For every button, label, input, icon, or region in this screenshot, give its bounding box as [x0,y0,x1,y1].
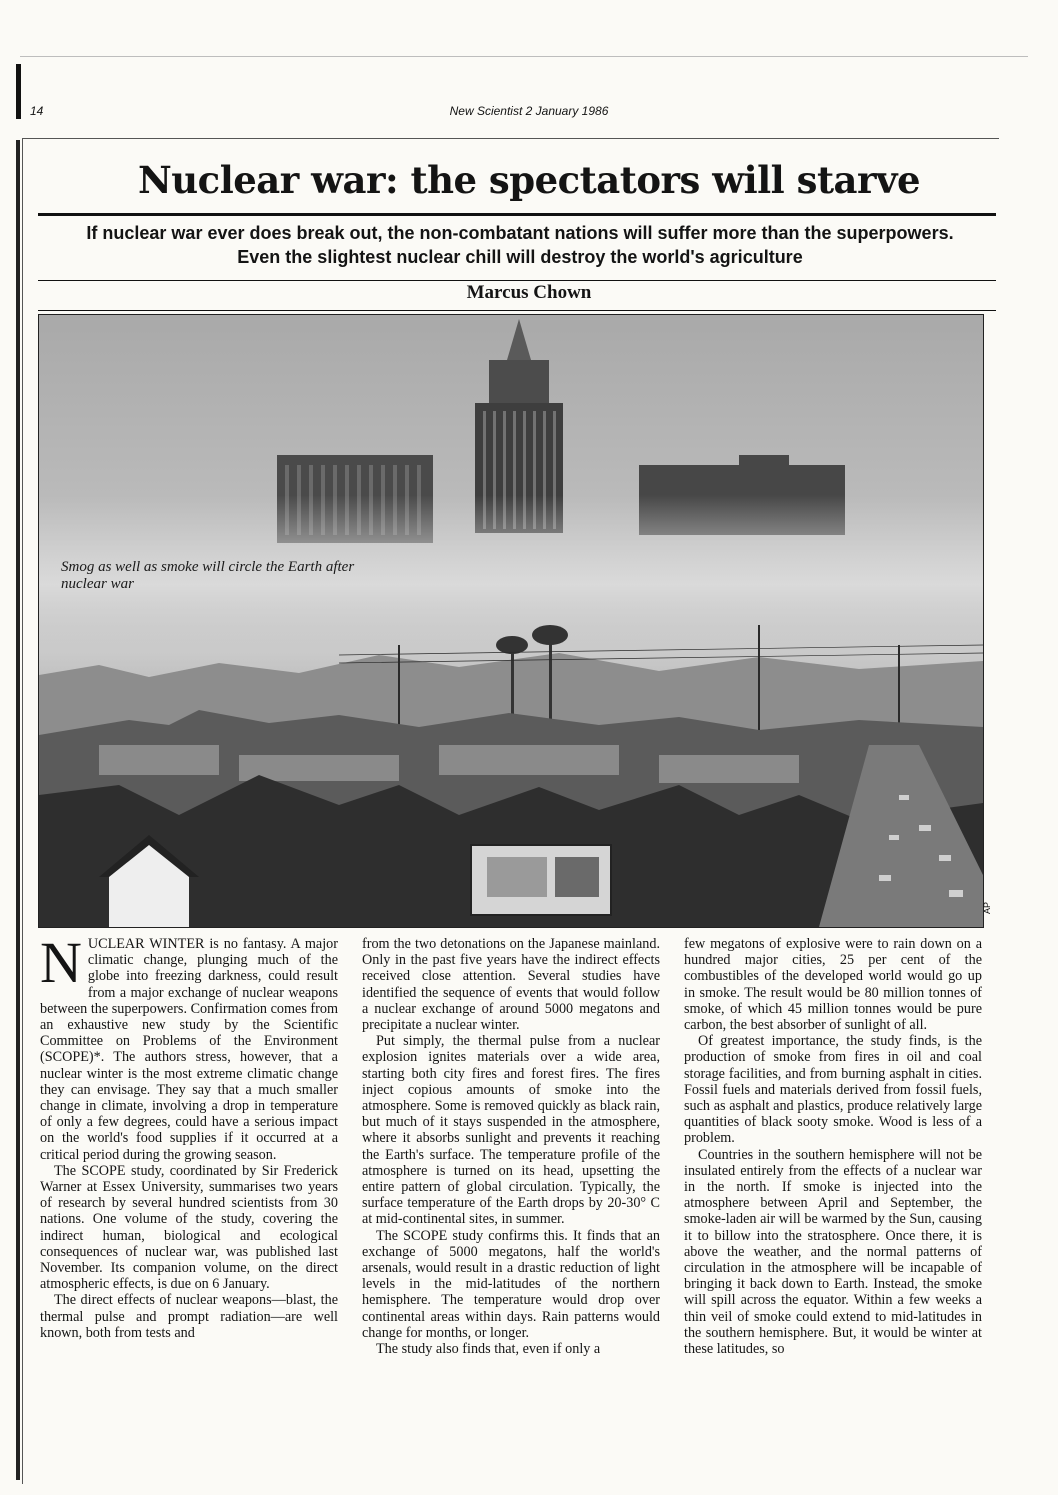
byline-rule-top [38,280,996,281]
page-number: 14 [30,104,44,118]
body-paragraph: The SCOPE study confirms this. It finds that an exchange of 5000 megatons, half the world's arsenals, would result in a drastic reduction of light levels in the mid-latitudes of the northern hemisphere. The temperature would drop over continental areas within days. Rain patterns would change for months, or longer. [362,1227,660,1341]
body-paragraph: Put simply, the thermal pulse from a nuclear explosion ignites materials over a wide area, starting both city fires and forest fires. The fires inject copious amounts of smoke into the atmosphere. Some is removed quickly as black rain, but much of it stays suspended in the atmosphere, where it absorbs sunlight and prevents it reaching the Earth's surface. The temperature profile of the atmosphere is turned on its head, upsetting the entire pattern of global circulation. Typically, the surface temperature of the Earth drops by 20-30° C at mid-continental sites, in summer. [362,1033,660,1228]
left-margin-bar-lower [16,140,20,1480]
body-paragraph: few megatons of explosive were to rain down on a hundred major cities, 25 per cent of the combustibles of the developed world would go up in smoke. The result would be 80 million tonnes of smoke, of which 45 million tonnes would be pure carbon, the best absorber of sunlight of all. [684,936,982,1034]
article-body [40,930,1020,1456]
standfirst: If nuclear war ever does break out, the non-combatant nations will suffer more than the superpowers. Even the slightest nuclear chill will destroy the world's agriculture [86,223,954,267]
body-paragraph: The SCOPE study, coordinated by Sir Frederick Warner at Essex University, summarises two years of research by several hundred scientists from 30 nations. One volume of the study, covering the indirect human, biological and ecological consequences of nuclear war, was published last November. Its companion volume, on the direct atmospheric effects, is due on 6 January. [40,1162,338,1293]
photo-caption: Smog as well as smoke will circle the Earth after nuclear war [61,559,355,592]
body-column-1 [40,930,338,1341]
body-column-3 [684,936,982,1357]
body-paragraph: Countries in the southern hemisphere will not be insulated entirely from the effects of a nuclear war in the north. If smoke is injected into the atmosphere between April and September, the smoke-laden air will be warmed by the Sun, causing it to billow into the stratosphere. Once there, it is above the weather, and the normal patterns of circulation in the atmosphere will be incapable of bringing it back down to Earth. Instead, the smoke will spill across the equator. Within a few weeks a thin veil of smoke could extend to mid-latitudes in the southern hemisphere. But, it would be winter at these latitudes, so [684,1146,982,1358]
headline-rule [38,213,996,216]
running-head: New Scientist 2 January 1986 [449,104,609,118]
body-paragraph: from the two detonations on the Japanese mainland. Only in the past five years have the indirect effects received close attention. Several studies have identified the sequence of events that would follow a nuclear exchange of around 5000 megatons and precipitate a nuclear winter. [362,936,660,1034]
body-paragraph: Of greatest importance, the study finds, is the production of smoke from fires in oil and coal storage facilities, and from burning asphalt in cities. Fossil fuels and materials derived from fossil fuels, such as asphalt and plastics, produce relatively large quantities of black sooty smoke. Wood is less of a problem. [684,1033,982,1147]
smog-city-photo [38,314,984,928]
body-paragraph: The study also finds that, even if only a [376,1341,601,1358]
drop-cap: N [40,930,82,995]
photo-illustration [39,315,983,927]
lead-text: UCLEAR WINTER is no fantasy. A major climatic change, plunging much of the globe into freezing darkness, could result from a major exchange of nuclear weapons between the superpowers. Confirmation comes from an exhaustive new study by the Scientific Committee on Problems of the Environment (SCOPE)*. The authors stress, however, that a nuclear winter is the most extreme climatic change they can envisage. They say that a much smaller change in climate, involving a drop in temperature of only a few degrees, could have a serious impact on the world's food supplies if it occurred at a critical period during the growing season. [40,936,338,1163]
byline: Marcus Chown [466,282,592,303]
body-paragraph: The direct effects of nuclear weapons—blast, the thermal pulse and prompt radiation—are well known, both from tests and [40,1292,338,1341]
body-paragraph [40,930,338,1163]
byline-rule-bottom [38,310,996,311]
top-scan-rule [20,56,1028,57]
headline: Nuclear war: the spectators will starve [137,158,921,202]
photo-credit: AP [982,901,992,914]
body-column-2 [362,936,660,1357]
